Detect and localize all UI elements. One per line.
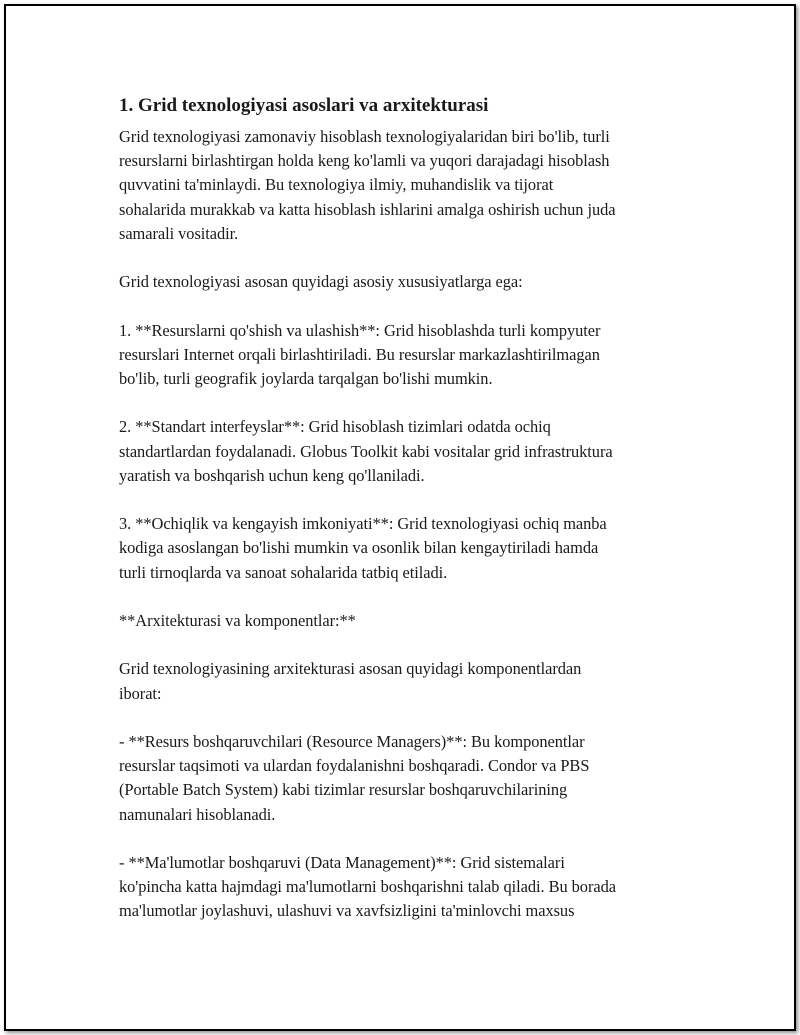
paragraph-intro	[119, 125, 699, 246]
text-line: samarali vositadir.	[119, 223, 239, 243]
text-line: yaratish va boshqarish uchun keng qo'llaniladi.	[119, 465, 425, 485]
document-body	[119, 93, 699, 948]
text-line: resurslarni birlashtirgan holda keng ko'lamli va yuqori darajadagi hisoblash	[119, 151, 610, 171]
text-line: ma'lumotlar joylashuvi, ulashuvi va xavfsizligini ta'minlovchi maxsus	[119, 901, 575, 921]
paragraph-features-intro	[119, 270, 699, 294]
text-line: turli tirnoqlarda va sanoat sohalarida tatbiq etiladi.	[119, 562, 448, 582]
paragraph-feature-3	[119, 512, 699, 585]
text-line: Grid texnologiyasi zamonaviy hisoblash texnologiyalaridan biri bo'lib, turli	[119, 127, 610, 146]
text-line: **Arxitekturasi va komponentlar:**	[119, 610, 356, 630]
text-line: 1. **Resurslarni qo'shish va ulashish**: Grid hisoblashda turli kompyuter	[119, 320, 601, 340]
paragraph-feature-2	[119, 415, 699, 488]
text-line: (Portable Batch System) kabi tizimlar resurslar boshqaruvchilarining	[119, 780, 568, 800]
text-line: kodiga asoslangan bo'lishi mumkin va osonlik bilan kengaytiriladi hamda	[119, 538, 599, 558]
text-line: - **Ma'lumotlar boshqaruvi (Data Management)**: Grid sistemalari	[119, 852, 565, 872]
text-line: bo'lib, turli geografik joylarda tarqalgan bo'lishi mumkin.	[119, 369, 493, 388]
paragraph-resource-managers	[119, 730, 699, 827]
text-line: Grid texnologiyasi asosan quyidagi asosiy xususiyatlarga ega:	[119, 272, 523, 292]
text-line: iborat:	[119, 683, 162, 703]
text-line: 2. **Standart interfeyslar**: Grid hisoblash tizimlari odatda ochiq	[119, 417, 551, 437]
page-title: 1. Grid texnologiyasi asoslari va arxitekturasi	[119, 95, 489, 116]
text-line: quvvatini ta'minlaydi. Bu texnologiya ilmiy, muhandislik va tijorat	[119, 175, 554, 195]
text-line: Grid texnologiyasining arxitekturasi asosan quyidagi komponentlardan	[119, 659, 582, 679]
section-heading-architecture	[119, 609, 699, 633]
text-line: 3. **Ochiqlik va kengayish imkoniyati**: Grid texnologiyasi ochiq manba	[119, 514, 607, 534]
text-line: resurslar taqsimoti va ulardan foydalanishni boshqaradi. Condor va PBS	[119, 756, 590, 776]
text-line: resurslari Internet orqali birlashtiriladi. Bu resurslar markazlashtirilmagan	[119, 344, 600, 364]
paragraph-data-management	[119, 851, 699, 924]
text-line: standartlardan foydalanadi. Globus Toolkit kabi vositalar grid infrastruktura	[119, 441, 613, 461]
paragraph-feature-1	[119, 319, 699, 392]
document-page	[4, 4, 796, 1031]
text-line: ko'pincha katta hajmdagi ma'lumotlarni boshqarishni talab qiladi. Bu borada	[119, 877, 616, 897]
text-line: namunalari hisoblanadi.	[119, 804, 276, 824]
paragraph-architecture-intro	[119, 657, 699, 705]
text-line: - **Resurs boshqaruvchilari (Resource Managers)**: Bu komponentlar	[119, 731, 585, 751]
text-line: sohalarida murakkab va katta hisoblash ishlarini amalga oshirish uchun juda	[119, 199, 616, 219]
